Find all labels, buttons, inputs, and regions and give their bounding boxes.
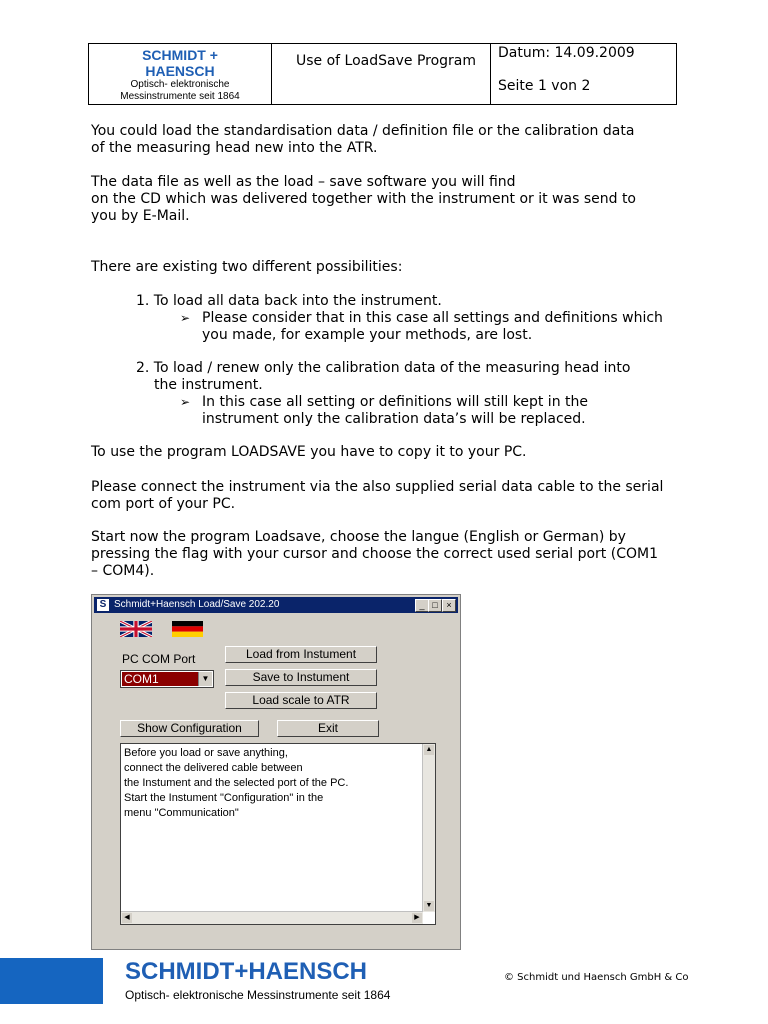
chevron-down-icon[interactable]: ▼ xyxy=(198,672,212,686)
header-title-cell xyxy=(272,44,491,104)
show-configuration-button[interactable]: Show Configuration xyxy=(120,720,259,737)
list-item-2: 2. To load / renew only the calibration data of the measuring head into xyxy=(136,360,631,376)
app-icon: S xyxy=(97,599,109,611)
dialog-titlebar[interactable] xyxy=(94,597,458,613)
footer-blue-bar xyxy=(0,958,103,1004)
uk-flag-icon[interactable] xyxy=(120,621,152,637)
arrow-bullet-icon: ➢ xyxy=(180,311,191,325)
vertical-scrollbar[interactable] xyxy=(422,744,435,912)
document-date: Datum: 14.09.2009 xyxy=(498,45,635,61)
company-name: SCHMIDT + HAENSCH xyxy=(142,47,218,79)
page-number: Seite 1 von 2 xyxy=(498,78,591,94)
horizontal-scrollbar[interactable] xyxy=(121,911,423,924)
arrow-bullet-icon: ➢ xyxy=(180,395,191,409)
exit-button[interactable]: Exit xyxy=(277,720,379,737)
message-box[interactable] xyxy=(120,743,436,925)
document-title: Use of LoadSave Program xyxy=(296,53,477,69)
footer-copyright: © Schmidt und Haensch GmbH & Co xyxy=(504,972,689,983)
paragraph-connect: Please connect the instrument via the also supplied serial data cable to the serial com port of your PC. xyxy=(91,479,664,512)
com-port-value: COM1 xyxy=(122,672,200,686)
loadsave-dialog xyxy=(91,594,461,950)
header-meta-cell xyxy=(491,44,676,104)
company-tagline: Optisch- elektronische Messinstrumente seit 1864 xyxy=(120,79,240,102)
close-icon[interactable]: × xyxy=(442,599,456,612)
paragraph-possibilities: There are existing two different possibilities: xyxy=(91,259,403,275)
paragraph-copy-program: To use the program LOADSAVE you have to copy it to your PC. xyxy=(91,444,527,460)
paragraph-start: Start now the program Loadsave, choose the langue (English or German) by pressing the flag with your cursor and choose the correct used serial port (COM1 – COM4). xyxy=(91,529,658,579)
save-to-instrument-button[interactable]: Save to Instument xyxy=(225,669,377,686)
german-flag-icon[interactable] xyxy=(172,621,203,637)
load-scale-button[interactable]: Load scale to ATR xyxy=(225,692,377,709)
paragraph-data-file: The data file as well as the load – save software you will find on the CD which was delivered together with the instrument or it was send to you by E-Mail. xyxy=(91,174,637,224)
scroll-left-icon[interactable]: ◀ xyxy=(122,913,132,923)
header-logo-cell xyxy=(89,44,272,104)
pc-com-port-label: PC COM Port xyxy=(122,652,196,666)
footer-tagline: Optisch- elektronische Messinstrumente seit 1864 xyxy=(125,988,391,1002)
scroll-up-icon[interactable]: ▲ xyxy=(425,746,433,753)
footer-company-name: SCHMIDT+HAENSCH xyxy=(125,958,368,985)
load-from-instrument-button[interactable]: Load from Instument xyxy=(225,646,377,663)
list-item-1-note-text: Please consider that in this case all settings and definitions which you made, for example your methods, are lost. xyxy=(202,310,663,343)
list-item-2-continued: the instrument. xyxy=(154,377,263,393)
message-text: Before you load or save anything, connect the delivered cable between the Instument and the selected port of the PC. Start the Instument "Configuration" in the menu "Communication" xyxy=(124,747,349,819)
scroll-down-icon[interactable]: ▼ xyxy=(425,902,433,909)
document-header xyxy=(88,43,677,105)
com-port-select[interactable] xyxy=(120,670,214,688)
maximize-icon[interactable]: □ xyxy=(428,599,442,612)
list-item-2-note-text: In this case all setting or definitions will still kept in the instrument only the calibration data’s will be replaced. xyxy=(202,394,588,427)
list-item-1: 1. To load all data back into the instrument. xyxy=(136,293,442,309)
paragraph-intro: You could load the standardisation data / definition file or the calibration data of the measuring head new into the ATR. xyxy=(91,123,635,156)
scroll-right-icon[interactable]: ▶ xyxy=(412,913,422,923)
dialog-title: Schmidt+Haensch Load/Save 202.20 xyxy=(114,599,280,610)
minimize-icon[interactable]: _ xyxy=(415,599,429,612)
